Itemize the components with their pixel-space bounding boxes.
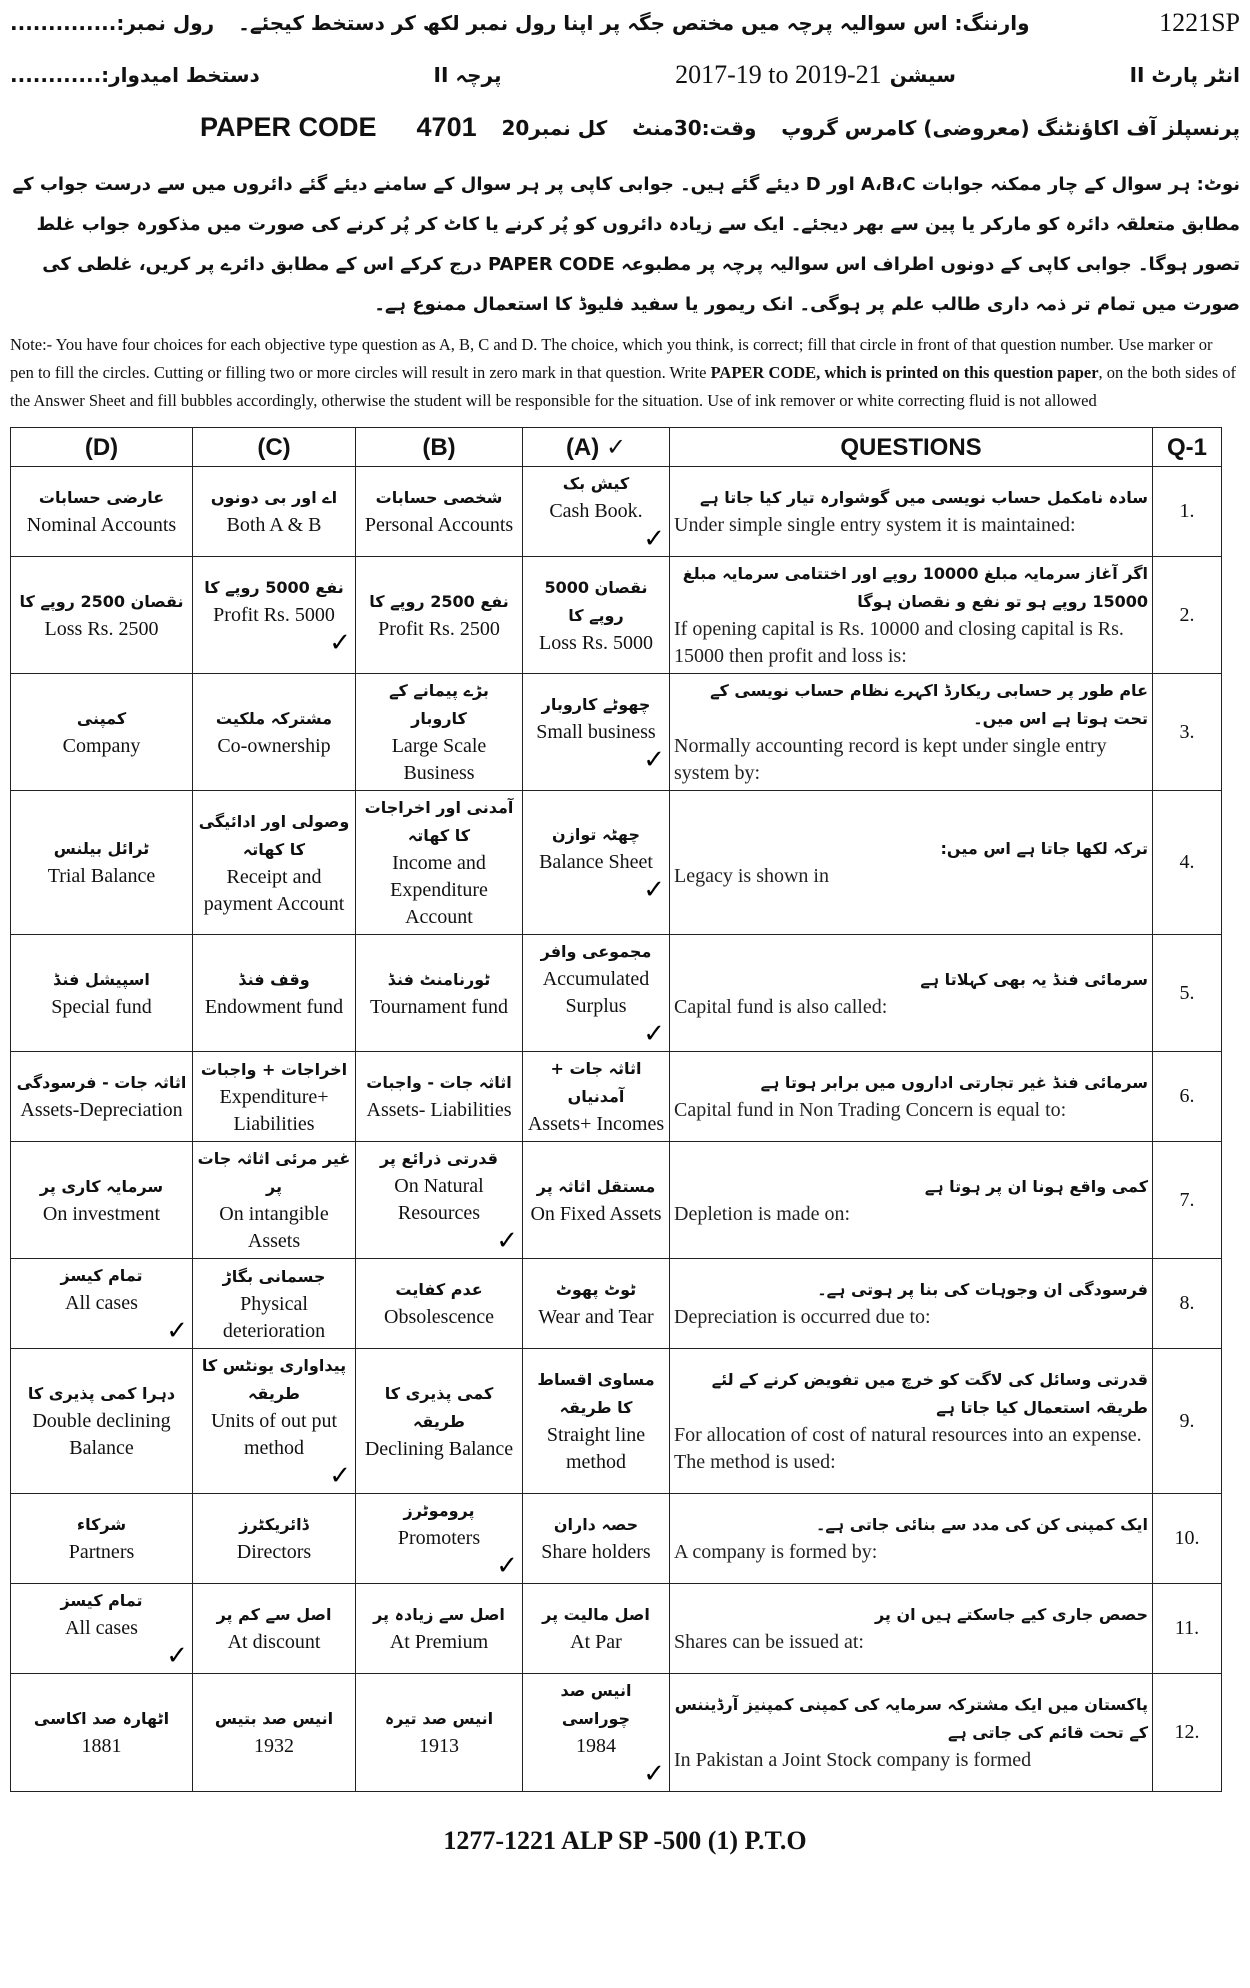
option-c-cell	[193, 791, 356, 935]
check-mark-icon: ✓	[166, 1316, 188, 1346]
check-mark-icon: ✓	[643, 875, 665, 905]
option-english: Profit Rs. 5000	[213, 603, 335, 626]
option-english: Cash Book.	[549, 500, 643, 522]
question-number: 5.	[1153, 935, 1222, 1052]
table-row	[11, 467, 1222, 557]
table-row	[11, 791, 1222, 935]
option-urdu: کمپنی	[76, 708, 127, 728]
question-cell	[670, 1259, 1153, 1349]
question-cell	[670, 1674, 1153, 1792]
question-number: 6.	[1153, 1052, 1222, 1142]
note-bold: PAPER CODE, which is printed on this question paper	[710, 363, 1099, 382]
option-urdu: وقف فنڈ	[238, 969, 310, 989]
option-english: Expenditure+ Liabilities	[219, 1085, 329, 1135]
option-b-cell	[356, 467, 523, 557]
option-c-cell	[193, 1584, 356, 1674]
option-english: Large Scale Business	[391, 735, 487, 784]
option-english: Declining Balance	[364, 1437, 514, 1460]
table-row	[11, 1349, 1222, 1494]
question-urdu: کمی واقع ہونا ان پر ہوتا ہے	[924, 1176, 1148, 1196]
question-english: Under simple single entry system it is maintained:	[674, 514, 1076, 536]
candidate-signature-field: دستخط امیدوار:............	[10, 63, 260, 87]
option-b-cell	[356, 791, 523, 935]
part-label: انٹر پارٹ II	[1129, 63, 1240, 87]
time-allowed: وقت:30منٹ	[632, 115, 757, 140]
option-english: Directors	[236, 1541, 312, 1563]
option-c-cell	[193, 467, 356, 557]
question-english: Legacy is shown in	[674, 865, 829, 887]
option-b-cell	[356, 1674, 523, 1792]
option-urdu: بڑے پیمانے کے کاروبار	[389, 681, 489, 728]
option-english: Co-ownership	[217, 734, 331, 757]
question-urdu: اگر آغاز سرمایہ مبلغ 10000 روپے اور اختتامی سرمایہ مبلغ 15000 روپے ہو تو نفع و نقصان ہوگا	[682, 564, 1148, 611]
option-urdu: نفع 2500 روپے کا	[369, 591, 509, 611]
check-mark-icon: ✓	[605, 432, 627, 461]
check-mark-icon: ✓	[643, 744, 665, 775]
option-english: On investment	[42, 1202, 161, 1225]
question-english: Normally accounting record is kept under single entry system by:	[674, 735, 1107, 784]
option-urdu: سرمایہ کاری پر	[39, 1176, 164, 1196]
option-urdu: اے اور بی دونوں	[210, 488, 338, 507]
option-urdu: اثاثہ جات + آمدنیاں	[550, 1059, 642, 1106]
page-footer: 1277-1221 ALP SP -500 (1) P.T.O	[443, 1826, 807, 1855]
question-cell	[670, 1142, 1153, 1259]
option-english: 1984	[576, 1735, 616, 1757]
header-a-label: (A)	[565, 433, 600, 461]
option-english: Units of out put method	[210, 1410, 338, 1459]
paper-code-label: PAPER CODE	[200, 112, 377, 142]
option-b-cell	[356, 674, 523, 791]
option-urdu: اثاثہ جات - واجبات	[366, 1073, 512, 1092]
option-english: Assets+ Incomes	[527, 1113, 665, 1135]
option-urdu: غیر مرئی اثاثہ جات پر	[197, 1149, 351, 1196]
table-row	[11, 1674, 1222, 1792]
table-row	[11, 935, 1222, 1052]
question-number: 8.	[1153, 1259, 1222, 1349]
question-number: 2.	[1153, 557, 1222, 674]
mcq-table	[10, 427, 1222, 1792]
option-urdu: انیس صد بتیس	[214, 1709, 334, 1728]
option-a-cell	[523, 935, 670, 1052]
option-urdu: حصہ داران	[553, 1515, 639, 1534]
option-urdu: اثاثہ جات - فرسودگی	[16, 1073, 187, 1092]
question-urdu: پاکستان میں ایک مشترکہ سرمایہ کی کمپنی کمپنیز آرڈیننس کے تحت قائم کی جاتی ہے	[674, 1695, 1148, 1742]
session-group	[675, 60, 956, 90]
question-english: Capital fund in Non Trading Concern is equal to:	[674, 1099, 1067, 1121]
option-urdu: مستقل اثاثہ پر	[536, 1176, 656, 1196]
option-a-cell	[523, 1674, 670, 1792]
option-b-cell	[356, 1349, 523, 1494]
option-a-cell	[523, 467, 670, 557]
option-english: Partners	[68, 1541, 135, 1563]
header-questions: QUESTIONS	[670, 428, 1153, 467]
roll-number-field: رول نمبر:..............	[10, 11, 215, 35]
option-english: Assets-Depreciation	[20, 1099, 183, 1121]
option-urdu: ٹرائل بیلنس	[53, 839, 150, 858]
option-english: On intangible Assets	[219, 1203, 329, 1252]
option-english: Loss Rs. 2500	[44, 617, 159, 640]
option-urdu: مجموعی وافر	[540, 942, 652, 961]
table-row	[11, 1259, 1222, 1349]
header-option-d: (D)	[11, 428, 193, 467]
question-number: 12.	[1153, 1674, 1222, 1792]
table-row	[11, 1052, 1222, 1142]
total-marks: کل نمبر20	[501, 115, 608, 140]
option-urdu: چھٹہ توازن	[552, 825, 640, 844]
question-urdu: عام طور پر حسابی ریکارڈ اکہرے نظام حساب نویسی کے تحت ہوتا ہے اس میں۔	[710, 681, 1148, 728]
option-b-cell	[356, 557, 523, 674]
paper-serial: 1221SP	[1159, 8, 1240, 37]
option-urdu: انیس صد تیرہ	[384, 1709, 494, 1728]
option-urdu: عدم کفایت	[395, 1280, 483, 1299]
question-urdu: ترکہ لکھا جاتا ہے اس میں:	[940, 839, 1148, 858]
option-urdu: شرکاء	[76, 1515, 127, 1534]
check-mark-icon: ✓	[166, 1641, 188, 1671]
question-cell	[670, 1052, 1153, 1142]
option-urdu: نقصان 2500 روپے کا	[19, 591, 184, 611]
note-text: , on the both sides of the Answer Sheet and fill bubbles accordingly, otherwise the student will be responsible for the situation. Use of ink remover or white correcting fluid is not allowed	[10, 363, 1237, 410]
table-row	[11, 557, 1222, 674]
option-urdu: شخصی حسابات	[375, 488, 503, 507]
option-d-cell	[11, 1142, 193, 1259]
option-urdu: اصل سے زیادہ پر	[373, 1605, 505, 1624]
option-b-cell	[356, 1052, 523, 1142]
question-english: For allocation of cost of natural resources into an expense. The method is used:	[674, 1424, 1142, 1473]
option-urdu: اصل سے کم پر	[216, 1605, 332, 1624]
option-urdu: اسپیشل فنڈ	[53, 969, 150, 989]
option-d-cell	[11, 1259, 193, 1349]
option-english: Promoters	[397, 1527, 481, 1549]
option-english: Double declining Balance	[32, 1410, 171, 1459]
option-english: Profit Rs. 2500	[378, 617, 500, 640]
option-urdu: پیداواری یونٹس کا طریقہ	[201, 1356, 347, 1403]
paper-code: 4701	[416, 112, 477, 142]
table-row	[11, 674, 1222, 791]
option-b-cell	[356, 1259, 523, 1349]
instructions-english	[10, 331, 1240, 415]
option-d-cell	[11, 467, 193, 557]
option-english: Straight line method	[546, 1424, 646, 1473]
option-english: Income and Expenditure Account	[390, 852, 488, 928]
option-c-cell	[193, 1494, 356, 1584]
option-b-cell	[356, 935, 523, 1052]
option-c-cell	[193, 1052, 356, 1142]
question-urdu: سادہ نامکمل حساب نویسی میں گوشوارہ تیار کیا جاتا ہے	[699, 488, 1148, 507]
option-english: All cases	[65, 1617, 138, 1639]
option-english: At Premium	[389, 1631, 489, 1653]
option-urdu: آمدنی اور اخراجات کا کھاتہ	[364, 798, 514, 845]
header-qnum: Q-1	[1153, 428, 1222, 467]
option-b-cell	[356, 1142, 523, 1259]
question-urdu: سرمائی فنڈ یہ بھی کہلاتا ہے	[920, 969, 1148, 989]
option-english: At Par	[570, 1631, 622, 1653]
option-c-cell	[193, 674, 356, 791]
option-english: Nominal Accounts	[26, 514, 177, 536]
option-urdu: نفع 5000 روپے کا	[204, 577, 344, 597]
header-row-3	[10, 112, 1240, 143]
option-urdu: کمی پذیری کا طریقہ	[384, 1383, 494, 1431]
option-english: On Natural Resources	[394, 1175, 484, 1224]
option-english: 1913	[419, 1735, 459, 1757]
option-english: 1932	[254, 1735, 294, 1757]
option-urdu: مساوی اقساط کا طریقہ	[537, 1370, 655, 1417]
option-urdu: قدرتی ذرائع پر	[379, 1149, 499, 1168]
warning-text: وارننگ: اس سوالیہ پرچہ میں مختص جگہ پر اپنا رول نمبر لکھ کر دستخط کیجئے۔	[238, 11, 1030, 35]
question-urdu: حصص جاری کیے جاسکتے ہیں ان پر	[874, 1605, 1148, 1624]
question-cell	[670, 935, 1153, 1052]
header-row-2	[10, 60, 1240, 90]
option-d-cell	[11, 1494, 193, 1584]
option-d-cell	[11, 1584, 193, 1674]
option-urdu: ڈائریکٹرز	[239, 1515, 309, 1534]
option-english: Receipt and payment Account	[203, 865, 345, 915]
option-urdu: اصل مالیت پر	[542, 1605, 650, 1624]
option-d-cell	[11, 1349, 193, 1494]
question-urdu: قدرتی وسائل کی لاگت کو خرچ میں تفویض کرنے کے لئے طریقہ استعمال کیا جاتا ہے	[711, 1370, 1148, 1417]
paper-code-group	[200, 112, 477, 143]
option-urdu: عارضی حسابات	[38, 488, 165, 507]
option-urdu: تمام کیسز	[60, 1591, 143, 1610]
option-english: Personal Accounts	[364, 514, 514, 536]
option-a-cell	[523, 1494, 670, 1584]
header-option-c: (C)	[193, 428, 356, 467]
option-english: Obsolescence	[384, 1306, 494, 1328]
option-english: 1881	[81, 1735, 122, 1757]
check-mark-icon: ✓	[329, 1461, 351, 1491]
question-number: 7.	[1153, 1142, 1222, 1259]
table-row	[11, 1584, 1222, 1674]
question-number: 1.	[1153, 467, 1222, 557]
question-urdu: ایک کمپنی کن کی مدد سے بنائی جاتی ہے۔	[816, 1515, 1148, 1534]
option-urdu: انیس صد چوراسی	[560, 1681, 632, 1728]
question-cell	[670, 1349, 1153, 1494]
check-mark-icon: ✓	[496, 1551, 518, 1581]
subject-title: پرنسپلز آف اکاؤنٹنگ (معروضی) کامرس گروپ	[781, 115, 1240, 140]
question-cell	[670, 674, 1153, 791]
option-a-cell	[523, 557, 670, 674]
option-urdu: اٹھارہ صد اکاسی	[33, 1709, 170, 1728]
option-urdu: چھوٹے کاروبار	[541, 694, 651, 714]
option-english: Wear and Tear	[538, 1306, 654, 1328]
question-cell	[670, 791, 1153, 935]
option-c-cell	[193, 557, 356, 674]
table-row	[11, 1142, 1222, 1259]
option-english: Both A & B	[226, 514, 322, 536]
option-urdu: اخراجات + واجبات	[200, 1059, 348, 1079]
option-urdu: تمام کیسز	[60, 1266, 143, 1285]
option-english: Share holders	[541, 1541, 651, 1563]
option-c-cell	[193, 1142, 356, 1259]
option-urdu: جسمانی بگاڑ	[222, 1266, 326, 1286]
option-urdu: وصولی اور ادائیگی کا کھاتہ	[198, 811, 350, 859]
instructions-urdu: نوٹ: ہر سوال کے چار ممکنہ جوابات A،B،C اور D دیئے گئے ہیں۔ جوابی کاپی پر ہر سوال کے سامنے دیئے گئے دائروں میں سے درست جواب کے مطابق متعلقہ دائرہ کو مارکر یا پین سے بھر دیجئے۔ ایک سے زیادہ دائروں کو پُر کرنے یا کاٹ کر پُر کرنے کی صورت میں مذکورہ جواب غلط تصور ہوگا۔ جوابی کاپی کے دونوں اطراف اس سوالیہ پرچہ پر مطبوعہ PAPER CODE درج کرکے اس کے مطابق دائرے پر کریں، غلطی کی صورت میں تمام تر ذمہ داری طالب علم پر ہوگی۔ انک ریمور یا سفید فلیوڈ کا استعمال ممنوع ہے۔	[12, 174, 1240, 315]
option-a-cell	[523, 674, 670, 791]
question-english: A company is formed by:	[674, 1541, 878, 1563]
check-mark-icon: ✓	[496, 1226, 518, 1256]
option-english: Endowment fund	[204, 995, 344, 1018]
option-c-cell	[193, 935, 356, 1052]
option-d-cell	[11, 935, 193, 1052]
option-urdu: مشترکہ ملکیت	[215, 708, 333, 728]
paper-label: پرچہ II	[433, 63, 502, 87]
option-english: Trial Balance	[47, 865, 156, 887]
option-english: Assets- Liabilities	[366, 1099, 512, 1121]
option-c-cell	[193, 1674, 356, 1792]
option-english: Physical deterioration	[222, 1292, 326, 1342]
option-d-cell	[11, 557, 193, 674]
table-row	[11, 1494, 1222, 1584]
option-a-cell	[523, 1584, 670, 1674]
question-english: Depletion is made on:	[674, 1202, 851, 1225]
question-cell	[670, 467, 1153, 557]
option-a-cell	[523, 1349, 670, 1494]
session-years: 2017-19 to 2019-21	[675, 60, 882, 89]
option-english: Loss Rs. 5000	[539, 631, 653, 654]
option-english: Tournament fund	[369, 995, 508, 1018]
option-b-cell	[356, 1494, 523, 1584]
option-english: At discount	[227, 1631, 321, 1653]
option-b-cell	[356, 1584, 523, 1674]
option-d-cell	[11, 1052, 193, 1142]
option-english: All cases	[65, 1292, 138, 1314]
option-a-cell	[523, 791, 670, 935]
question-cell	[670, 557, 1153, 674]
option-a-cell	[523, 1052, 670, 1142]
question-english: Capital fund is also called:	[674, 995, 888, 1018]
session-label: سیشن	[889, 63, 956, 87]
question-cell	[670, 1494, 1153, 1584]
option-english: On Fixed Assets	[530, 1202, 662, 1225]
option-english: Special fund	[51, 995, 152, 1018]
option-urdu: دہرا کمی پذیری کا	[27, 1384, 176, 1403]
option-d-cell	[11, 674, 193, 791]
question-cell	[670, 1584, 1153, 1674]
header-option-a	[523, 428, 670, 467]
option-c-cell	[193, 1259, 356, 1349]
header-row-1	[10, 8, 1240, 38]
option-d-cell	[11, 1674, 193, 1792]
question-number: 10.	[1153, 1494, 1222, 1584]
option-urdu: پروموٹرز	[403, 1501, 475, 1520]
option-urdu: نقصان 5000 روپے کا	[544, 577, 648, 625]
option-urdu: ٹوٹ پھوٹ	[555, 1280, 637, 1299]
question-english: Depreciation is occurred due to:	[674, 1306, 931, 1328]
question-number: 11.	[1153, 1584, 1222, 1674]
question-urdu: سرمائی فنڈ غیر تجارتی اداروں میں برابر ہوتا ہے	[760, 1073, 1148, 1092]
question-number: 3.	[1153, 674, 1222, 791]
option-c-cell	[193, 1349, 356, 1494]
option-english: Balance Sheet	[539, 851, 653, 873]
option-english: Small business	[536, 720, 656, 743]
question-urdu: فرسودگی ان وجوہات کی بنا پر ہوتی ہے۔	[817, 1280, 1148, 1299]
question-english: If opening capital is Rs. 10000 and closing capital is Rs. 15000 then profit and loss is:	[674, 618, 1124, 667]
check-mark-icon: ✓	[643, 1759, 665, 1789]
question-number: 9.	[1153, 1349, 1222, 1494]
option-urdu: ٹورنامنٹ فنڈ	[387, 969, 491, 989]
table-header-row	[11, 428, 1222, 467]
option-urdu: کیش بک	[562, 474, 630, 493]
check-mark-icon: ✓	[643, 524, 665, 554]
check-mark-icon: ✓	[643, 1019, 665, 1049]
option-english: Company	[62, 734, 141, 757]
note-text: Note:- You have four choices for each objective type question as A, B, C and D. The choice, which you think, is correct; fill that circle in front of that question number. Use marker or pen to fill the circles. Cutting or filling two or more circles will result in zero mark in that question. Write	[10, 335, 1213, 382]
check-mark-icon: ✓	[329, 627, 351, 658]
option-english: Accumulated Surplus	[542, 968, 650, 1017]
question-english: Shares can be issued at:	[674, 1631, 864, 1653]
option-a-cell	[523, 1142, 670, 1259]
question-english: In Pakistan a Joint Stock company is formed	[674, 1749, 1032, 1771]
question-number: 4.	[1153, 791, 1222, 935]
option-a-cell	[523, 1259, 670, 1349]
header-option-b: (B)	[356, 428, 523, 467]
option-d-cell	[11, 791, 193, 935]
